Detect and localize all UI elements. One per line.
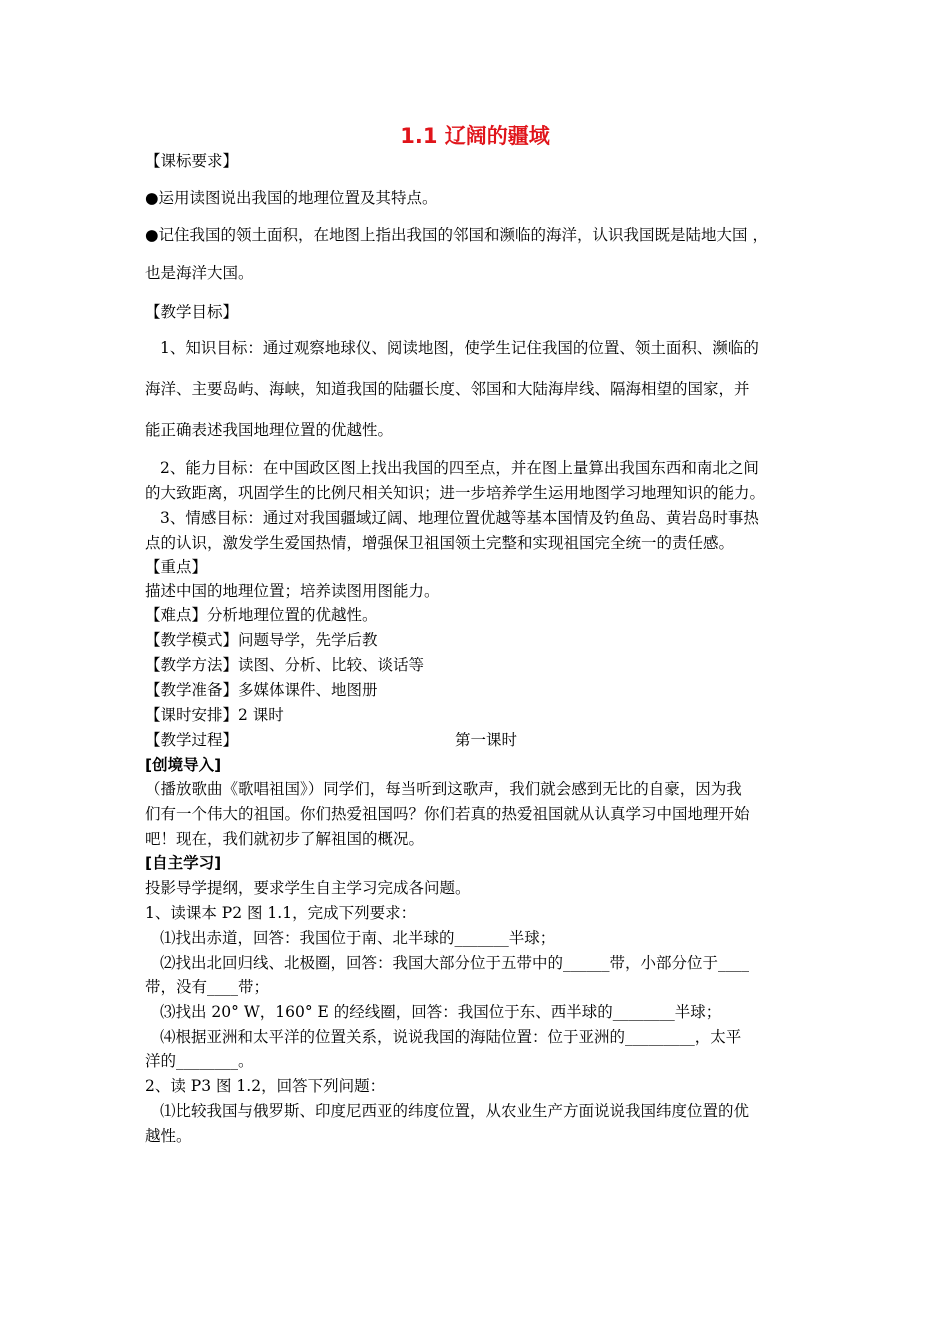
question-1-3: ⑶找出 20° W，160° E 的经线圈，回答：我国位于东、西半球的________半球；: [160, 1003, 722, 1021]
mubiao-1-line-2: 海洋、主要岛屿、海峡，知道我国的陆疆长度、邻国和大陆海岸线、隔海相望的国家，并: [145, 380, 750, 398]
question-1: 1、读课本 P2 图 1.1，完成下列要求：: [145, 904, 417, 922]
zizhu-heading: [自主学习]: [145, 854, 222, 872]
daoru-line-3: 吧！现在，我们就初步了解祖国的概况。: [145, 830, 425, 848]
question-1-4-line-1: ⑷根据亚洲和太平洋的位置关系，说说我国的海陆位置：位于亚洲的_________，太平: [160, 1028, 742, 1046]
question-1-1: ⑴找出赤道，回答：我国位于南、北半球的_______半球；: [160, 929, 556, 947]
zizhu-intro: 投影导学提纲，要求学生自主学习完成各问题。: [145, 879, 471, 897]
mubiao-2-line-1: 2、能力目标：在中国政区图上找出我国的四至点，并在图上量算出我国东西和南北之间: [160, 459, 759, 477]
mubiao-3-line-1: 3、情感目标：通过对我国疆域辽阔、地理位置优越等基本国情及钓鱼岛、黄岩岛时事热: [160, 509, 759, 527]
zhongdian-text: 描述中国的地理位置；培养读图用图能力。: [145, 582, 440, 600]
mubiao-3-line-2: 点的认识，激发学生爱国热情，增强保卫祖国领土完整和实现祖国完全统一的责任感。: [145, 534, 735, 552]
question-1-2-line-1: ⑵找出北回归线、北极圈，回答：我国大部分位于五带中的______带，小部分位于____: [160, 954, 750, 972]
daoru-heading: [创境导入]: [145, 756, 222, 774]
question-2-1-line-1: ⑴比较我国与俄罗斯、印度尼西亚的纬度位置，从农业生产方面说说我国纬度位置的优: [160, 1102, 750, 1120]
mubiao-1-line-1: 1、知识目标：通过观察地球仪、阅读地图，使学生记住我国的位置、领土面积、濒临的: [160, 339, 759, 357]
question-1-2-line-2: 带，没有____带；: [145, 978, 270, 996]
kebiao-item-2-line-2: 也是海洋大国。: [145, 264, 254, 282]
mubiao-2-line-2: 的大致距离，巩固学生的比例尺相关知识；进一步培养学生运用地图学习地理知识的能力。: [145, 484, 766, 502]
question-1-4-line-2: 洋的________。: [145, 1052, 254, 1070]
question-2: 2、读 P3 图 1.2，回答下列问题：: [145, 1077, 386, 1095]
nandian: 【难点】分析地理位置的优越性。: [145, 606, 378, 624]
page-title: 1.1 辽阔的疆域: [400, 124, 550, 148]
jiaoxue-guocheng: 【教学过程】: [145, 731, 239, 749]
kebiao-heading: 【课标要求】: [145, 152, 239, 170]
mubiao-1-line-3: 能正确表述我国地理位置的优越性。: [145, 421, 394, 439]
question-2-1-line-2: 越性。: [145, 1127, 192, 1145]
zhongdian-heading: 【重点】: [145, 558, 208, 576]
daoru-line-1: （播放歌曲《歌唱祖国》）同学们，每当听到这歌声，我们就会感到无比的自豪，因为我: [145, 780, 742, 798]
kebiao-item-1: ●运用读图说出我国的地理位置及其特点。: [145, 189, 438, 207]
jiaoxue-moshi: 【教学模式】问题导学，先学后教: [145, 631, 378, 649]
keshi-anpai: 【课时安排】2 课时: [145, 706, 284, 724]
daoru-line-2: 们有一个伟大的祖国。你们热爱祖国吗？你们若真的热爱祖国就从认真学习中国地理开始: [145, 805, 750, 823]
jiaoxue-zhunbei: 【教学准备】多媒体课件、地图册: [145, 681, 378, 699]
kebiao-item-2-line-1: ●记住我国的领土面积，在地图上指出我国的邻国和濒临的海洋，认识我国既是陆地大国 ，: [145, 226, 768, 244]
mubiao-heading: 【教学目标】: [145, 303, 239, 321]
jiaoxue-fangfa: 【教学方法】读图、分析、比较、谈话等: [145, 656, 425, 674]
keshi-label: 第一课时: [455, 731, 518, 749]
